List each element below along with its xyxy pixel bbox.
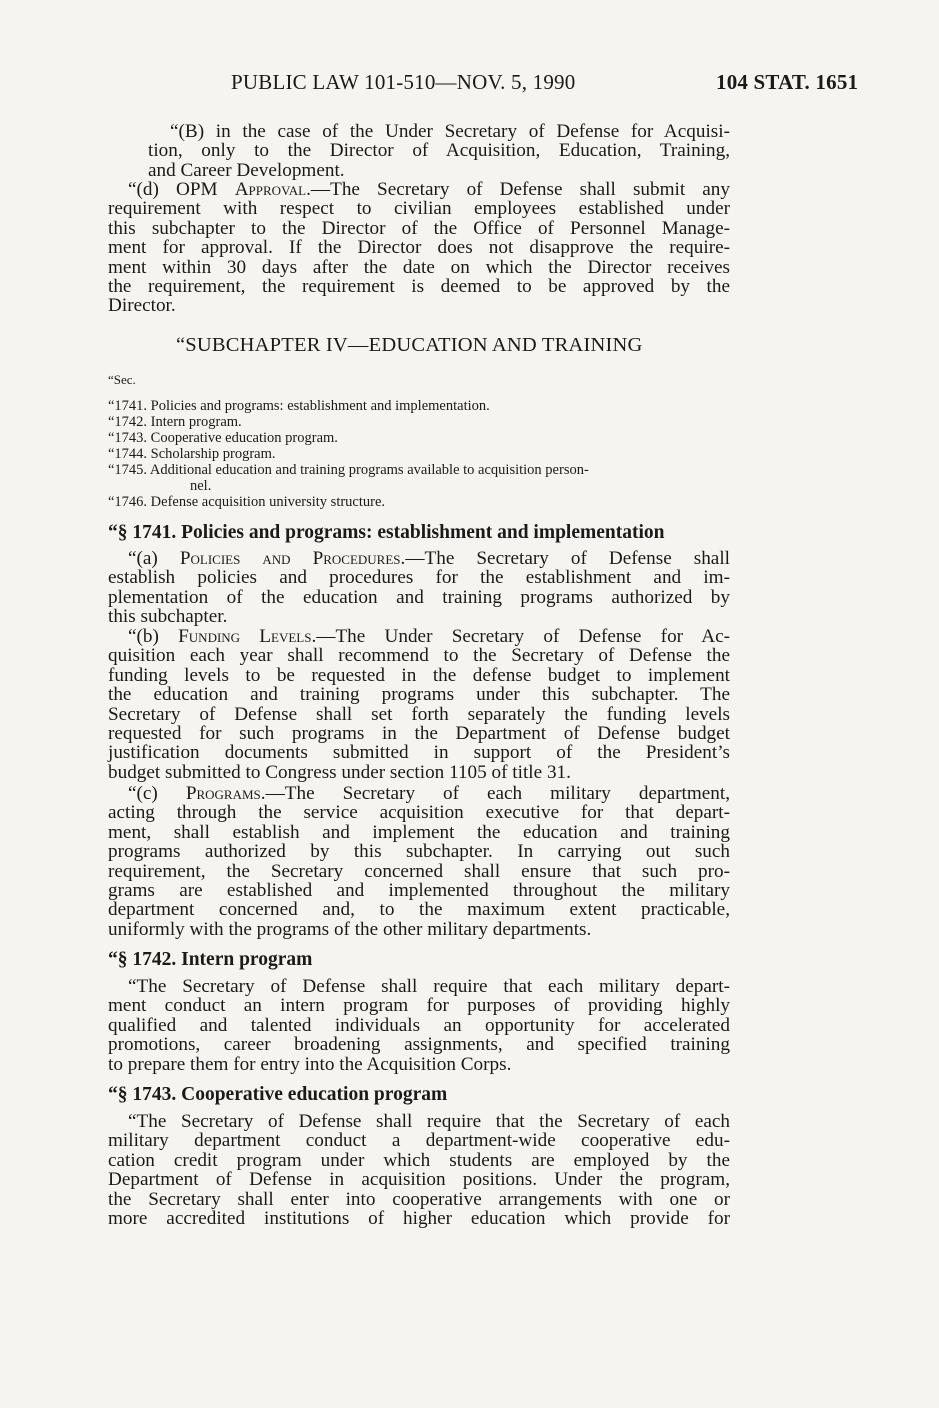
toc-entry: nel. (190, 478, 212, 494)
text-line: “The Secretary of Defense shall require that each military depart- (128, 976, 730, 997)
para-1743 (108, 1112, 730, 1228)
table-of-sections (108, 372, 730, 510)
text-line: ment, shall establish and implement the education and training (108, 821, 730, 843)
text-line: tion, only to the Director of Acquisition, Education, Training, (148, 140, 730, 162)
text-line: military department conduct a department-wide cooperative edu- (108, 1130, 730, 1152)
text-line: ment for approval. If the Director does not disapprove the require- (108, 237, 730, 259)
text-line: Director. (108, 295, 176, 317)
text-line: Department of Defense in acquisition positions. Under the program, (108, 1169, 730, 1191)
text-line: justification documents submitted in support of the President’s (108, 742, 730, 764)
text-line: the requirement, the requirement is deemed to be approved by the (108, 275, 730, 297)
side-heading: Approval (234, 179, 307, 200)
text-line: this subchapter to the Director of the Office of Personnel Manage- (108, 217, 730, 239)
text-line: ment within 30 days after the date on which the Director receives (108, 256, 730, 278)
text-line: “The Secretary of Defense shall require that the Secretary of each (128, 1111, 730, 1132)
text-line: requirement, the Secretary concerned shall ensure that such pro- (108, 860, 730, 882)
text-line: to prepare them for entry into the Acquisition Corps. (108, 1053, 512, 1075)
text-line: department concerned and, to the maximum extent practicable, (108, 899, 730, 921)
subchapter-title: “SUBCHAPTER IV—EDUCATION AND TRAINING (176, 334, 643, 356)
para-1741-a (108, 549, 730, 627)
side-heading: Programs (185, 783, 261, 804)
text-line: quisition each year shall recommend to the Secretary of Defense the (108, 645, 730, 667)
text-line: plementation of the education and training programs authorized by (108, 586, 730, 608)
page-stat-number: 104 STAT. 1651 (716, 70, 859, 94)
text-line: and Career Development. (148, 159, 345, 181)
toc-entry: “1743. Cooperative education program. (108, 430, 338, 446)
para-b-clause (108, 122, 730, 180)
section-1741-heading: “§ 1741. Policies and programs: establishment and implementation (108, 522, 665, 543)
text-line: requested for such programs in the Department of Defense budget (108, 722, 730, 744)
text-line: cation credit program under which students are employed by the (108, 1149, 730, 1171)
side-heading: Funding Levels (178, 626, 312, 647)
text-line: “(c) Programs.—The Secretary of each military department, (128, 783, 731, 804)
text-line: “(a) Policies and Procedures.—The Secretary of Defense shall (128, 548, 730, 569)
toc-entry: “1744. Scholarship program. (108, 446, 276, 462)
text-line: ment conduct an intern program for purposes of providing highly (108, 995, 730, 1017)
text-line: Secretary of Defense shall set forth separately the funding levels (108, 703, 730, 725)
text-line: this subchapter. (108, 606, 228, 628)
text-line: qualified and talented individuals an opportunity for accelerated (108, 1014, 730, 1036)
text-line: establish policies and procedures for the establishment and im- (108, 567, 730, 589)
sec-label: “Sec. (108, 372, 136, 387)
text-line: funding levels to be requested in the defense budget to implement (108, 664, 730, 686)
para-d-opm-approval (108, 180, 730, 316)
text-line: more accredited institutions of higher education which provide for (108, 1207, 730, 1229)
para-1742 (108, 977, 730, 1074)
text-line: the education and training programs under this subchapter. The (108, 684, 730, 706)
toc-entry: “1742. Intern program. (108, 414, 242, 430)
side-heading: Policies and Procedures (179, 548, 401, 569)
para-1741-b (108, 627, 730, 782)
toc-entry: “1745. Additional education and training programs available to acquisition person- (108, 462, 589, 478)
text-line: grams are established and implemented throughout the military (108, 879, 730, 901)
text-line: requirement with respect to civilian employees established under (108, 198, 730, 220)
text-line: “(b) Funding Levels.—The Under Secretary of Defense for Ac- (128, 626, 730, 647)
text-line: promotions, career broadening assignments, and specified training (108, 1034, 730, 1056)
text-line: uniformly with the programs of the other military departments. (108, 918, 592, 940)
text-line: “(B) in the case of the Under Secretary of Defense for Acquisi- (170, 121, 730, 142)
text-line: the Secretary shall enter into cooperative arrangements with one or (108, 1188, 730, 1210)
running-header-title: PUBLIC LAW 101-510—NOV. 5, 1990 (231, 70, 576, 94)
section-1742-heading: “§ 1742. Intern program (108, 949, 313, 970)
toc-entry: “1741. Policies and programs: establishment and implementation. (108, 398, 490, 414)
section-1743-heading: “§ 1743. Cooperative education program (108, 1084, 448, 1105)
text-line: budget submitted to Congress under section 1105 of title 31. (108, 761, 571, 783)
text-line: programs authorized by this subchapter. In carrying out such (108, 841, 730, 863)
toc-entry: “1746. Defense acquisition university structure. (108, 494, 386, 510)
text-line: “(d) OPM Approval.—The Secretary of Defense shall submit any (128, 179, 730, 200)
text-line: acting through the service acquisition executive for that depart- (108, 802, 730, 824)
para-1741-c (108, 784, 730, 939)
